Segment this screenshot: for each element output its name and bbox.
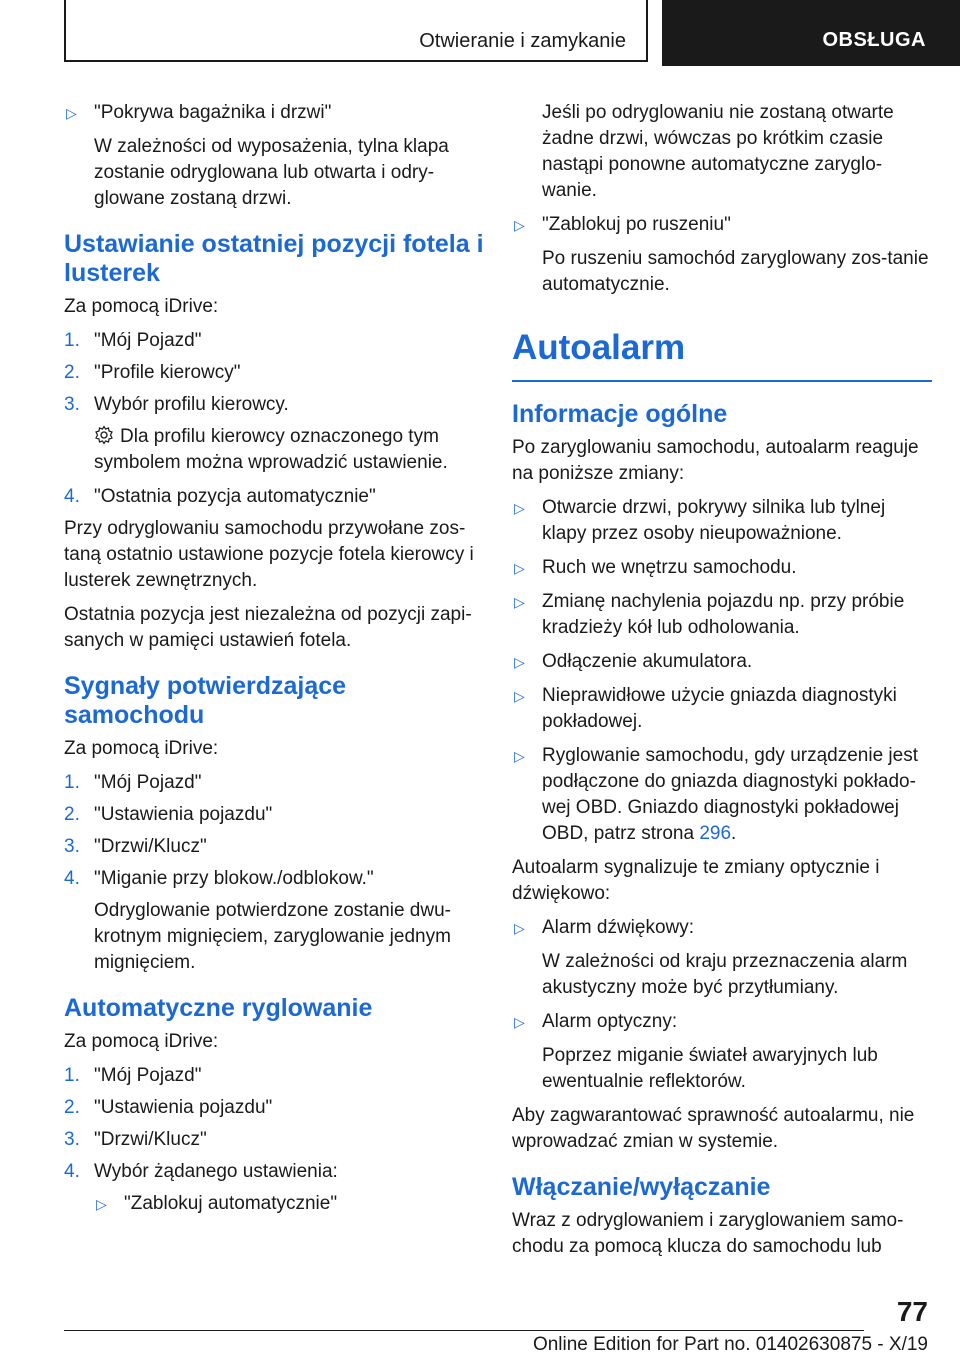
numbered-item xyxy=(64,834,484,860)
bullet-end: . xyxy=(731,823,737,844)
paragraph: Przy odryglowaniu samochodu przywołane zos‐taną ostatnio ustawione pozycje fotela kierowcy i lusterek zewnętrznych. xyxy=(64,518,474,591)
item-text: "Mój Pojazd" xyxy=(94,330,202,351)
list-item xyxy=(512,1009,932,1035)
item-text: "Mój Pojazd" xyxy=(94,772,202,793)
item-text: "Profile kierowcy" xyxy=(94,362,241,383)
bullet-text: Ryglowanie samochodu, gdy urządzenie jest podłączone do gniazda diagnostyki pokłado‐wej OBD. Gniazdo diagnostyki pokładowej OBD, patrz strona xyxy=(542,745,918,844)
triangle-bullet-icon: ▷ xyxy=(514,594,525,610)
item-number: 1. xyxy=(64,772,80,793)
item-text: "Ustawienia pojazdu" xyxy=(94,804,273,825)
item-number: 1. xyxy=(64,330,80,351)
lead-text: Za pomocą iDrive: xyxy=(64,296,219,317)
chapter-tab xyxy=(662,0,960,66)
section-heading: Włączanie/wyłączanie xyxy=(512,1173,771,1201)
lead-text: Po zaryglowaniu samochodu, autoalarm reaguje na poniższe zmiany: xyxy=(512,437,919,484)
bullet-text: Otwarcie drzwi, pokrywy silnika lub tylnej klapy przez osoby nieupoważnione. xyxy=(542,497,886,544)
item-number: 1. xyxy=(64,1065,80,1086)
item-number: 4. xyxy=(64,868,80,889)
item-text: Wybór profilu kierowcy. xyxy=(94,394,289,415)
bullet-description: Poprzez miganie świateł awaryjnych lub ewentualnie reflektorów. xyxy=(542,1045,878,1092)
list-item xyxy=(512,649,932,675)
numbered-item xyxy=(64,1159,484,1185)
item-text: "Mój Pojazd" xyxy=(94,1065,202,1086)
gear-icon xyxy=(94,425,114,445)
triangle-bullet-icon: ▷ xyxy=(514,688,525,704)
bullet-text: Ruch we wnętrzu samochodu. xyxy=(542,557,797,578)
item-text: "Ustawienia pojazdu" xyxy=(94,1097,273,1118)
right-column xyxy=(512,100,932,1268)
item-number: 2. xyxy=(64,362,80,383)
triangle-bullet-icon: ▷ xyxy=(514,748,525,764)
item-text: "Miganie przy blokow./odblokow." xyxy=(94,868,374,889)
bullet-description: W zależności od kraju przeznaczenia alarm akustyczny może być przytłumiany. xyxy=(542,951,908,998)
item-number: 3. xyxy=(64,1129,80,1150)
bullet-title: "Pokrywa bagażnika i drzwi" xyxy=(94,102,332,123)
section-title: Otwieranie i zamykanie xyxy=(419,30,626,52)
triangle-bullet-icon: ▷ xyxy=(66,105,77,121)
triangle-bullet-icon: ▷ xyxy=(514,920,525,936)
item-number: 4. xyxy=(64,486,80,507)
left-column xyxy=(64,100,484,1225)
paragraph: Aby zagwarantować sprawność autoalarmu, nie wprowadzać zmian w systemie. xyxy=(512,1105,915,1152)
bullet-text: Nieprawidłowe użycie gniazda diagnostyki pokładowej. xyxy=(542,685,897,732)
item-number: 4. xyxy=(64,1161,80,1182)
section-heading: Sygnały potwierdzające samochodu xyxy=(64,672,347,729)
list-item xyxy=(512,495,932,547)
section-heading: Ustawianie ostatniej pozycji fotela i lusterek xyxy=(64,230,484,287)
item-text: "Ostatnia pozycja automatycznie" xyxy=(94,486,376,507)
list-item xyxy=(94,1191,484,1217)
item-number: 3. xyxy=(64,394,80,415)
list-item xyxy=(512,683,932,735)
numbered-item xyxy=(64,1127,484,1153)
section-heading: Automatyczne ryglowanie xyxy=(64,994,373,1022)
numbered-item xyxy=(64,770,484,796)
paragraph: Autoalarm sygnalizuje te zmiany optycznie i dźwiękowo: xyxy=(512,857,880,904)
numbered-item xyxy=(64,1095,484,1121)
page-link[interactable]: 296 xyxy=(699,823,732,844)
numbered-item xyxy=(64,802,484,828)
item-text: Wybór żądanego ustawienia: xyxy=(94,1161,338,1182)
triangle-bullet-icon: ▷ xyxy=(514,217,525,233)
triangle-bullet-icon: ▷ xyxy=(96,1196,107,1212)
page-number: 77 xyxy=(896,1296,928,1327)
bullet-title: Alarm optyczny: xyxy=(542,1011,678,1032)
lead-text: Za pomocą iDrive: xyxy=(64,1031,219,1052)
list-item xyxy=(512,555,932,581)
item-number: 2. xyxy=(64,804,80,825)
icon-note xyxy=(64,424,484,476)
paragraph: Ostatnia pozycja jest niezależna od pozycji zapi‐sanych w pamięci ustawień fotela. xyxy=(64,604,472,651)
bullet-text: Zmianę nachylenia pojazdu np. przy próbie kradzieży kół lub odholowania. xyxy=(542,591,905,638)
bullet-title: "Zablokuj po ruszeniu" xyxy=(542,214,731,235)
chapter-title: OBSŁUGA xyxy=(822,29,926,51)
lead-text: Za pomocą iDrive: xyxy=(64,738,219,759)
section-tab xyxy=(64,0,648,62)
bullet-description: Po ruszeniu samochód zaryglowany zos‐tanie automatycznie. xyxy=(542,248,929,295)
numbered-item xyxy=(64,1063,484,1089)
list-item xyxy=(512,915,932,941)
item-text: "Drzwi/Klucz" xyxy=(94,1129,207,1150)
item-number: 3. xyxy=(64,836,80,857)
list-item xyxy=(64,100,484,126)
bullet-title: Alarm dźwiękowy: xyxy=(542,917,695,938)
bullet-title: "Zablokuj automatycznie" xyxy=(124,1193,338,1214)
chapter-heading: Autoalarm xyxy=(512,326,932,382)
numbered-item xyxy=(64,360,484,386)
numbered-item xyxy=(64,484,484,510)
triangle-bullet-icon: ▷ xyxy=(514,500,525,516)
numbered-item xyxy=(64,392,484,418)
icon-note-text: Dla profilu kierowcy oznaczonego tym symbolem można wprowadzić ustawienie. xyxy=(94,426,448,473)
list-item xyxy=(512,212,932,238)
list-item xyxy=(512,743,932,847)
bullet-description: Jeśli po odryglowaniu nie zostaną otwarte żadne drzwi, wówczas po krótkim czasie nastąpi ponowne automatyczne zaryglo‐wanie. xyxy=(542,102,894,201)
paragraph: Wraz z odryglowaniem i zaryglowaniem samo‐chodu za pomocą klucza do samochodu lub xyxy=(512,1210,904,1257)
numbered-item xyxy=(64,866,484,892)
item-text: "Drzwi/Klucz" xyxy=(94,836,207,857)
triangle-bullet-icon: ▷ xyxy=(514,560,525,576)
bullet-text: Odłączenie akumulatora. xyxy=(542,651,753,672)
item-number: 2. xyxy=(64,1097,80,1118)
list-item xyxy=(512,589,932,641)
item-note: Odryglowanie potwierdzone zostanie dwu‐krotnym mignięciem, zaryglowanie jednym mignięciem. xyxy=(94,900,451,973)
section-heading: Informacje ogólne xyxy=(512,400,728,428)
bullet-description: W zależności od wyposażenia, tylna klapa zostanie odryglowana lub otwarta i odry‐glowane zostaną drzwi. xyxy=(94,136,449,209)
triangle-bullet-icon: ▷ xyxy=(514,1014,525,1030)
footer-divider xyxy=(64,1330,864,1331)
triangle-bullet-icon: ▷ xyxy=(514,654,525,670)
page-header xyxy=(0,0,960,66)
edition-footer: Online Edition for Part no. 01402630875 - X/19 xyxy=(532,1334,928,1355)
numbered-item xyxy=(64,328,484,354)
